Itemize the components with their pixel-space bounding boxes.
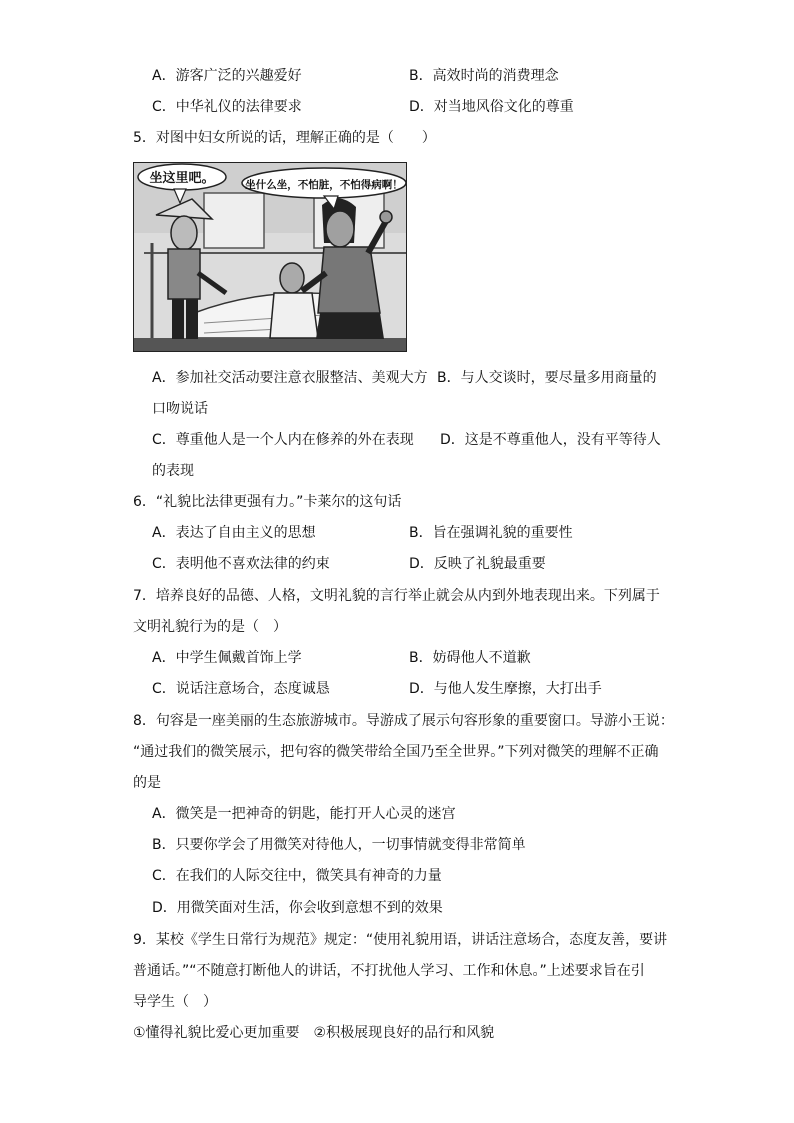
q6-option-a: A．表达了自由主义的思想 bbox=[152, 525, 316, 541]
q5-option-b-line2: 口吻说话 bbox=[152, 401, 208, 417]
q5-option-c: C．尊重他人是一个人内在修养的外在表现 bbox=[152, 432, 414, 448]
q9-stem-line1: 9．某校《学生日常行为规范》规定：“使用礼貌用语，讲话注意场合，态度友善，要讲 bbox=[133, 932, 668, 948]
q6-option-d: D．反映了礼貌最重要 bbox=[409, 556, 546, 572]
q5-stem: 5．对图中妇女所说的话，理解正确的是（ ） bbox=[133, 130, 436, 146]
q7-option-a: A．中学生佩戴首饰上学 bbox=[152, 650, 302, 666]
q8-stem-line2: “通过我们的微笑展示，把句容的微笑带给全国乃至全世界。”下列对微笑的理解不正确 bbox=[133, 744, 659, 760]
q7-option-c: C．说话注意场合，态度诚恳 bbox=[152, 681, 330, 697]
q5-cartoon-image bbox=[133, 162, 407, 352]
q4-option-d: D．对当地风俗文化的尊重 bbox=[409, 99, 574, 115]
q5-option-d-line1: D．这是不尊重他人，没有平等待人 bbox=[440, 432, 661, 448]
q7-stem-line2: 文明礼貌行为的是（ ） bbox=[133, 619, 287, 635]
q5-option-a: A．参加社交活动要注意衣服整洁、美观大方 bbox=[152, 370, 428, 386]
q8-option-c: C．在我们的人际交往中，微笑具有神奇的力量 bbox=[152, 868, 442, 884]
q4-option-b: B．高效时尚的消费理念 bbox=[409, 68, 559, 84]
q6-option-c: C．表明他不喜欢法律的约束 bbox=[152, 556, 330, 572]
q8-option-a: A．微笑是一把神奇的钥匙，能打开人心灵的迷宫 bbox=[152, 806, 456, 822]
left-speech-bubble: 坐这里吧。 bbox=[149, 171, 215, 186]
q4-option-c: C．中华礼仪的法律要求 bbox=[152, 99, 302, 115]
q5-option-d-line2: 的表现 bbox=[152, 463, 194, 479]
q9-options-1-2: ①懂得礼貌比爱心更加重要 ②积极展现良好的品行和风貌 bbox=[133, 1025, 495, 1041]
q9-stem-line3: 导学生（ ） bbox=[133, 994, 217, 1010]
q8-option-d: D．用微笑面对生活，你会收到意想不到的效果 bbox=[152, 900, 443, 916]
q4-option-a: A．游客广泛的兴趣爱好 bbox=[152, 68, 302, 84]
q5-option-b-line1: B．与人交谈时，要尽量多用商量的 bbox=[437, 370, 657, 386]
q8-option-b: B．只要你学会了用微笑对待他人，一切事情就变得非常简单 bbox=[152, 837, 526, 853]
q7-option-d: D．与他人发生摩擦，大打出手 bbox=[409, 681, 602, 697]
q8-stem-line3: 的是 bbox=[133, 775, 161, 791]
q6-option-b: B．旨在强调礼貌的重要性 bbox=[409, 525, 573, 541]
right-speech-bubble: 坐什么坐，不怕脏，不怕得病啊！ bbox=[245, 179, 403, 191]
q8-stem-line1: 8．句容是一座美丽的生态旅游城市。导游成了展示句容形象的重要窗口。导游小王说： bbox=[133, 713, 674, 729]
q7-option-b: B．妨碍他人不道歉 bbox=[409, 650, 531, 666]
q9-stem-line2: 普通话。”“不随意打断他人的讲话，不打扰他人学习、工作和休息。”上述要求旨在引 bbox=[133, 963, 645, 979]
q7-stem-line1: 7．培养良好的品德、人格，文明礼貌的言行举止就会从内到外地表现出来。下列属于 bbox=[133, 588, 660, 604]
q6-stem: 6．“礼貌比法律更强有力。”卡莱尔的这句话 bbox=[133, 494, 402, 510]
